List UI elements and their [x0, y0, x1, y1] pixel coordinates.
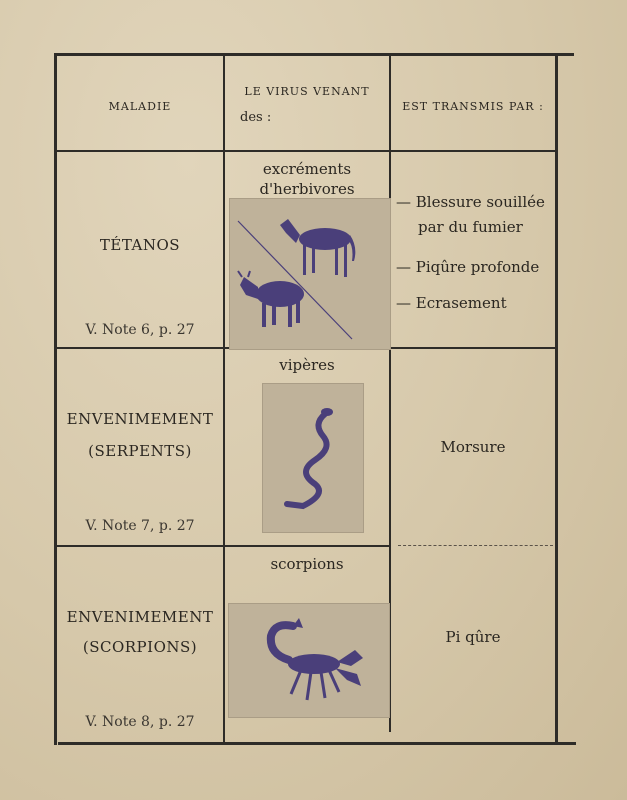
transmission-item: — Piqûre profonde	[396, 258, 540, 276]
column-divider-1	[223, 56, 225, 742]
horse-icon	[280, 219, 355, 277]
scorpion-icon	[271, 618, 363, 700]
note-reference: V. Note 6, p. 27	[85, 322, 195, 338]
transmission-item: par du fumier	[418, 218, 523, 236]
table-bottom-border	[58, 742, 576, 745]
source-label: excréments	[262, 160, 352, 178]
scorpion-illustration	[228, 603, 390, 718]
header-transmis-par: EST TRANSMIS PAR :	[402, 100, 544, 113]
viper-illustration	[262, 383, 364, 533]
disease-envenimement: ENVENIMEMENT	[66, 410, 214, 428]
header-des: des :	[240, 110, 272, 125]
disease-qualifier: (SCORPIONS)	[82, 638, 198, 656]
header-virus-venant: LE VIRUS VENANT	[244, 85, 370, 98]
disease-qualifier: (SERPENTS)	[88, 442, 192, 460]
transmission-morsure: Morsure	[440, 438, 506, 456]
header-maladie: MALADIE	[108, 100, 172, 113]
header-divider	[57, 150, 555, 152]
disease-envenimement: ENVENIMEMENT	[66, 608, 214, 626]
disease-tetanos: TÉTANOS	[99, 236, 181, 254]
source-label: vipères	[279, 356, 335, 374]
note-reference: V. Note 7, p. 27	[85, 518, 195, 534]
transmission-item: — Blessure souillée	[396, 193, 545, 211]
row-divider-2-dashed	[398, 545, 553, 547]
table-top-border	[54, 53, 574, 56]
snake-icon	[287, 408, 333, 506]
herbivores-illustration	[229, 198, 391, 350]
note-reference: V. Note 8, p. 27	[85, 714, 195, 730]
source-label: scorpions	[270, 555, 344, 573]
transmission-piqure: Pi qûre	[445, 628, 501, 646]
source-label: d'herbivores	[259, 180, 355, 198]
table-right-border	[555, 53, 558, 742]
transmission-item: — Ecrasement	[396, 294, 507, 312]
row-divider-2	[57, 545, 390, 547]
